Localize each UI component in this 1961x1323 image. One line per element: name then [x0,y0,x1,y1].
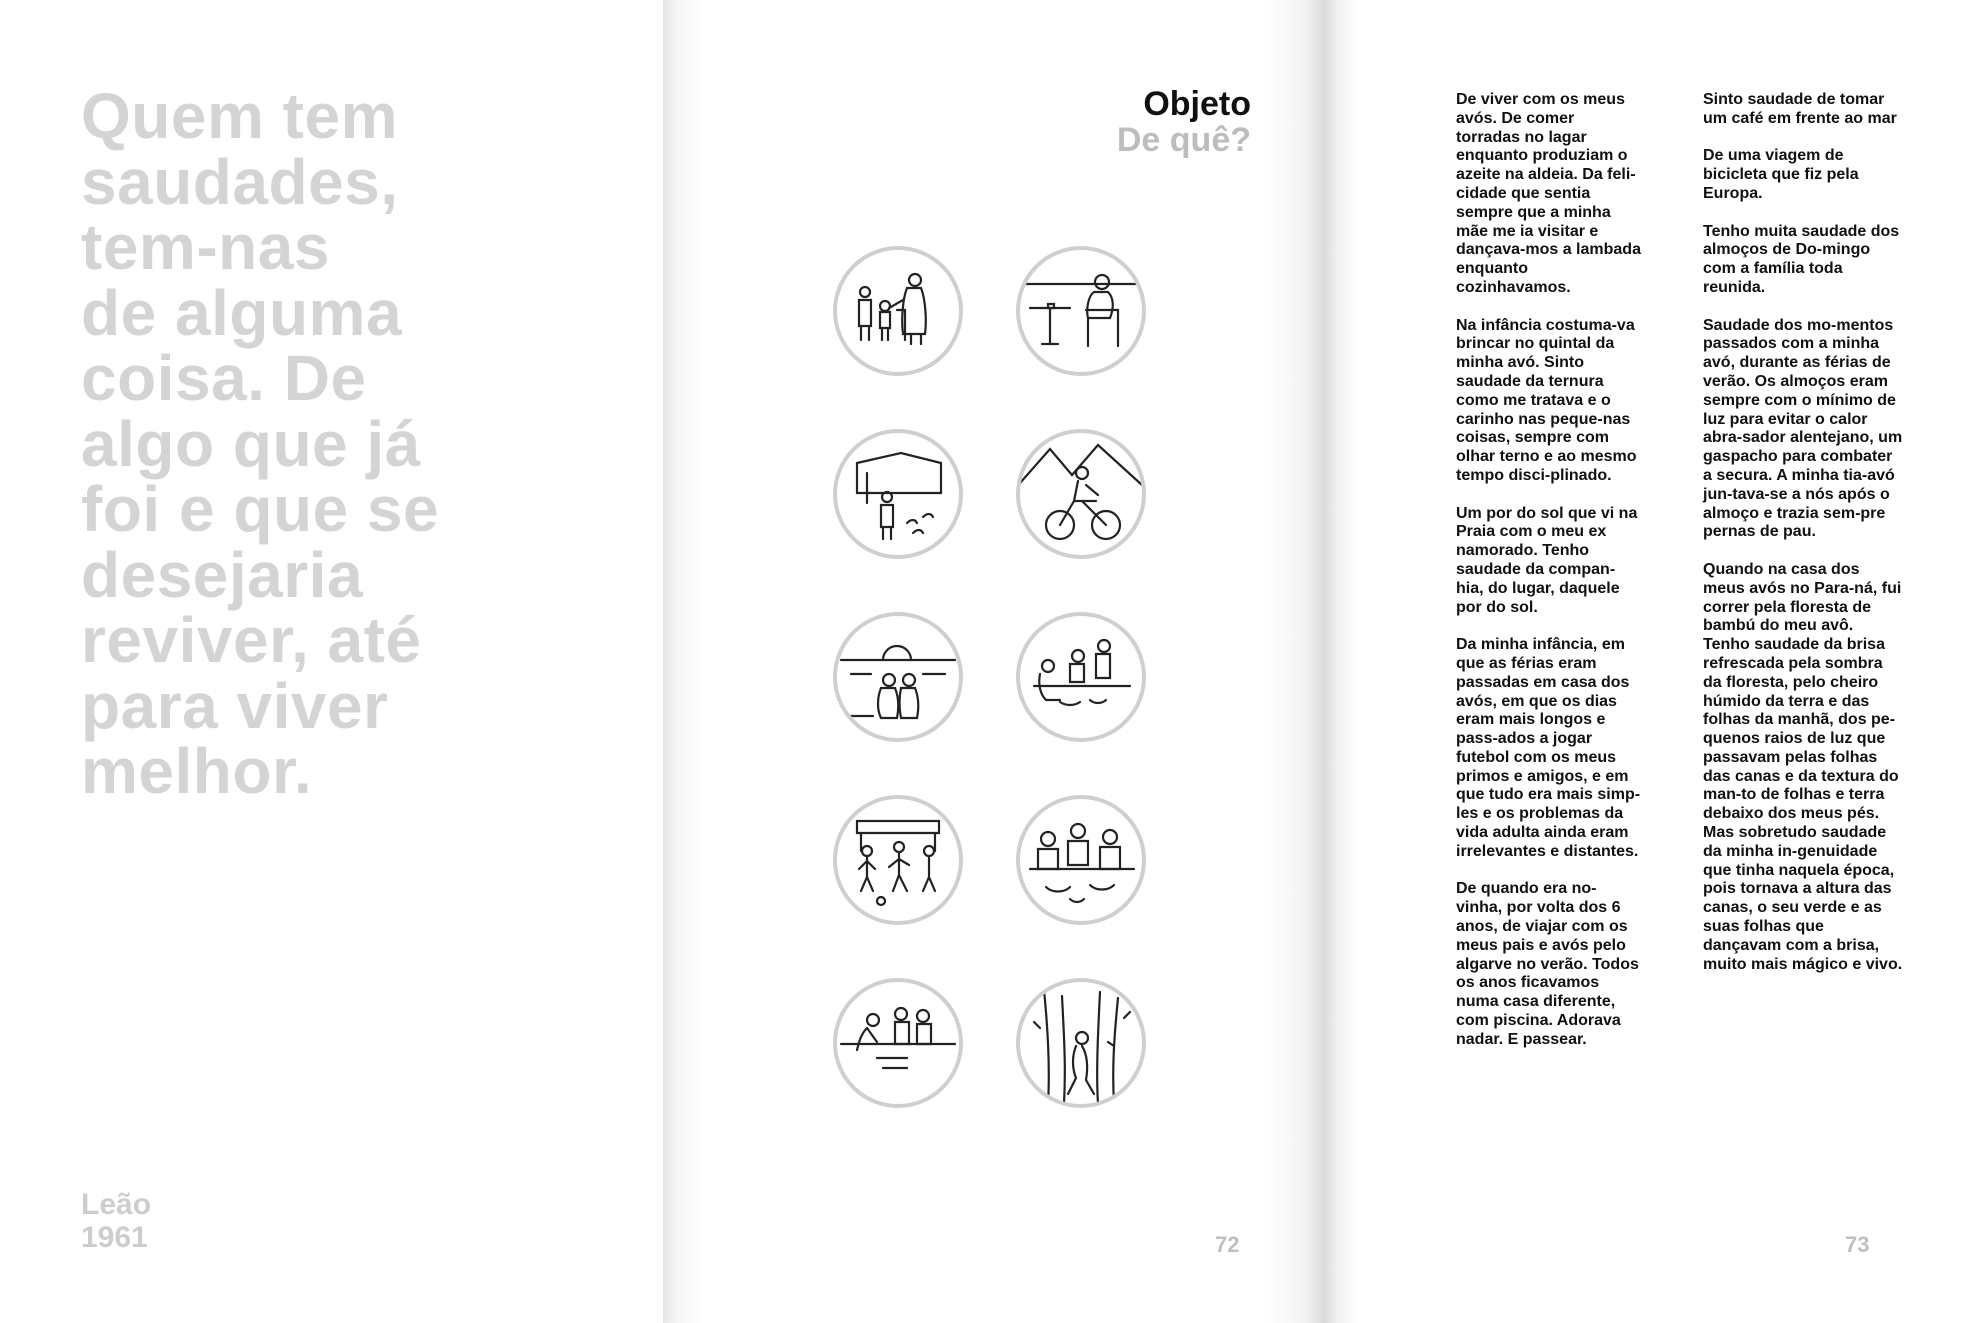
cafe-table-icon [1016,246,1146,376]
quote-line: saudades, [81,145,399,218]
section-title: Objeto [1143,85,1251,123]
beach-swimmers-icon [833,978,963,1108]
testimony-paragraph: Da minha infância, em que as férias eram passadas em casa dos avós, em que os dias eram mais longos e pass-ados a jogar futebol com os meus primos e amigos, e em que tudo era mais simp-les e os problemas da vida adulta ainda eram irrelevantes e distantes. [1456,636,1641,860]
family-group-icon [833,246,963,376]
page-number-left: 72 [1215,1232,1240,1257]
text-column-b [1703,91,1903,993]
mountain-cyclist-icon [1016,429,1146,559]
quote-line: desejaria [81,538,364,611]
testimony-paragraph: De quando era no-vinha, por volta dos 6 anos, de viajar com os meus pais e avós pelo algarve no verão. Todos os anos ficavamos numa casa diferente, com piscina. Adorava nadar. E passear. [1456,880,1639,1048]
testimony-paragraph: De uma viagem de bicicleta que fiz pela Europa. [1703,147,1859,202]
bamboo-forest-icon [1016,978,1146,1108]
testimony-paragraph: Quando na casa dos meus avós no Para-ná, fui correr pela floresta de bambú do meu avô. Tenho saudade da brisa refrescada pela sombra da floresta, pelo cheiro húmido da terra e das folhas da manhã, dos pe-quenos raios de luz que passavam pelas folhas das canas e da textura do man-to de folhas e terra debaixo dos meus pés. Mas sobretudo saudade da minha in-genuidade que tinha naquela época, pois tornava a altura das canas, o seu verde e as suas folhas que dançavam com a brisa, muito mais mágico e vivo. [1703,560,1903,973]
author-year: 1961 [81,1221,148,1254]
testimony-paragraph: Tenho muita saudade dos almoços de Do-mingo com a família toda reunida. [1703,222,1900,296]
testimony-paragraph: Sinto saudade de tomar um café em frente ao mar [1703,91,1897,127]
pull-quote [81,80,561,807]
family-meal-icon [1016,795,1146,925]
quote-line: de alguma [81,276,403,349]
testimony-paragraph: Saudade dos mo-mentos passados com a minha avó, durante as férias de verão. Os almoços eram sempre com o mínimo de luz para evitar o calor abra-sador alentejano, um gaspacho para combater a secura. A minha tia-avó jun-tava-se a nós após o almoço e trazia sem-pre pernas de pau. [1703,316,1903,541]
quote-line: algo que já [81,407,421,480]
quote-line: para viver [81,669,389,742]
quote-line: tem-nas [81,211,330,283]
testimony-paragraph: Na infância costuma-va brincar no quintal da minha avó. Sinto saudade da ternura como me tratava e o carinho nas peque-nas coisas, sempre com olhar terno e ao mesmo tempo disci-plinado. [1456,316,1637,484]
testimony-paragraph: Um por do sol que vi na Praia com o meu ex namorado. Tenho saudade da compan-hia, do lugar, daquele por do sol. [1456,504,1638,616]
page-number-right: 73 [1845,1232,1870,1257]
quote-line: reviver, até [81,604,422,676]
section-heading [663,86,1251,158]
kids-playing-football-icon [833,795,963,925]
illustration-grid [833,246,1163,1106]
text-column-a [1456,91,1641,1068]
middle-page [663,0,1323,1323]
quote-line: coisa. De [81,342,367,414]
quote-line: melhor. [81,735,313,807]
author-credit [81,1188,151,1254]
quote-line: foi e que se [81,473,440,545]
testimony-paragraph: De viver com os meus avós. De comer torradas no lagar enquanto produziam o azeite na aldeia. Da feli-cidade que sentia sempre que a minha mãe me ia visitar e dançava-mos a lambada enquanto cozinhavamos. [1456,91,1641,296]
picnic-table-icon [1016,612,1146,742]
left-page [0,0,663,1323]
quote-line: Quem tem [81,80,398,152]
sunset-couple-icon [833,612,963,742]
author-name: Leão [81,1188,152,1221]
right-page [1323,0,1961,1323]
section-subtitle: De quê? [1116,121,1251,159]
house-feeding-birds-icon [833,429,963,559]
